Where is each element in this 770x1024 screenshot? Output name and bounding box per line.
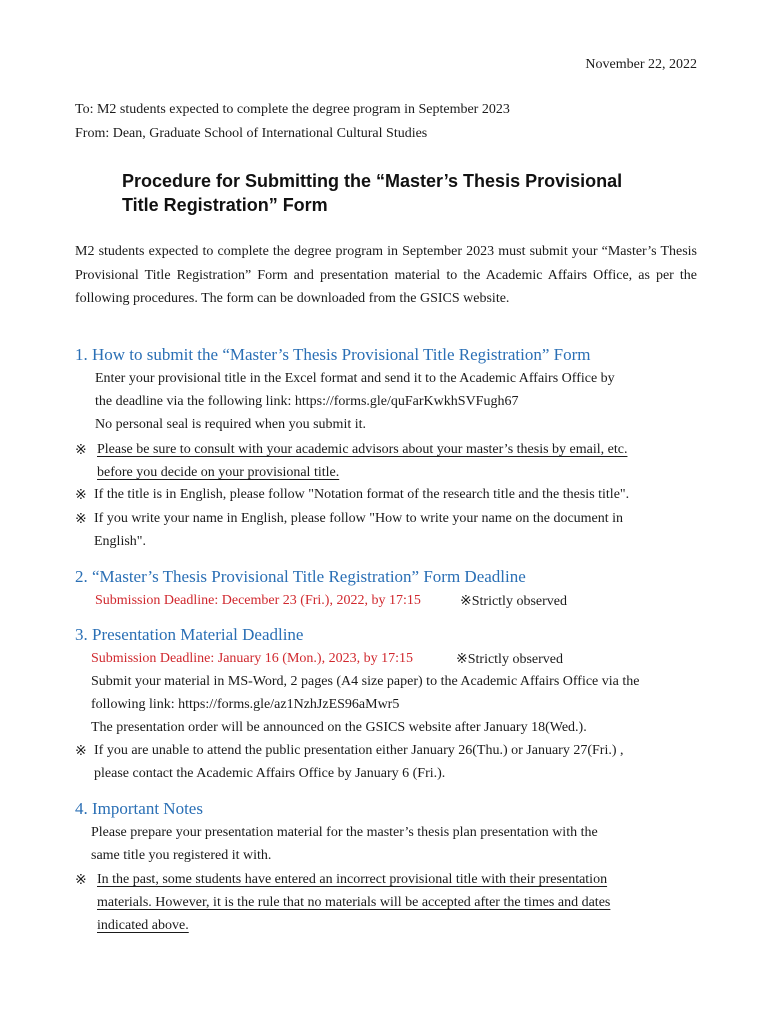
to-line: To: M2 students expected to complete the degree program in September 2023 [75, 102, 510, 117]
section-4-note-b: materials. However, it is the rule that no materials will be accepted after the times and dates [97, 895, 611, 910]
section-3-heading: 3. Presentation Material Deadline [75, 625, 304, 644]
section-2-heading: 2. “Master’s Thesis Provisional Title Registration” Form Deadline [75, 567, 526, 586]
note-mark: ※ [75, 744, 87, 759]
section-3-line-1: Submit your material in MS-Word, 2 pages (A4 size paper) to the Academic Affairs Office via the [91, 674, 640, 689]
section-3-note-a: If you are unable to attend the public presentation either January 26(Thu.) or January 27(Fri.) , [94, 743, 624, 758]
section-4-line-1: Please prepare your presentation material for the master’s thesis plan presentation with the [91, 825, 598, 840]
section-1-line-1: Enter your provisional title in the Excel format and send it to the Academic Affairs Office by [95, 371, 615, 386]
section-1-line-2: the deadline via the following link: https://forms.gle/quFarKwkhSVFugh67 [95, 394, 519, 409]
section-1-note-1b: before you decide on your provisional title. [97, 465, 340, 480]
intro-paragraph: M2 students expected to complete the degree program in September 2023 must submit your “Master’s Thesis Provisional Title Registration” Form and presentation material to the Academic Affairs Office, as per the following procedures. The form can be downloaded from the GSICS website. [75, 244, 697, 306]
section-4-note-a: In the past, some students have entered an incorrect provisional title with their presentation [97, 872, 608, 887]
section-2-deadline: Submission Deadline: December 23 (Fri.), 2022, by 17:15 [95, 593, 421, 608]
section-4-line-2: same title you registered it with. [91, 848, 272, 863]
section-3-strict-note: ※Strictly observed [456, 652, 563, 667]
note-mark: ※ [75, 488, 87, 503]
section-1-note-3a: If you write your name in English, please follow "How to write your name on the document in [94, 511, 624, 526]
section-4-heading: 4. Important Notes [75, 799, 203, 818]
title-line-2: Title Registration” Form [122, 195, 328, 215]
section-3-line-3: The presentation order will be announced on the GSICS website after January 18(Wed.). [91, 720, 587, 735]
title-line-1: Procedure for Submitting the “Master’s Thesis Provisional [122, 171, 623, 191]
section-1-line-3: No personal seal is required when you submit it. [95, 417, 367, 432]
section-3-note-b: please contact the Academic Affairs Office by January 6 (Fri.). [94, 766, 446, 781]
section-1-note-1a: Please be sure to consult with your academic advisors about your master’s thesis by email, etc. [97, 442, 628, 457]
note-mark: ※ [75, 873, 87, 888]
from-line: From: Dean, Graduate School of International Cultural Studies [75, 126, 428, 141]
section-4-note-c: indicated above. [97, 918, 189, 933]
note-mark: ※ [75, 512, 87, 527]
section-1-heading: 1. How to submit the “Master’s Thesis Provisional Title Registration” Form [75, 345, 591, 364]
section-3-line-2: following link: https://forms.gle/az1NzhJzES96aMwr5 [91, 697, 400, 712]
section-2-strict-note: ※Strictly observed [460, 594, 567, 609]
document-title [122, 169, 682, 217]
section-3-deadline: Submission Deadline: January 16 (Mon.), 2023, by 17:15 [91, 651, 413, 666]
document-date: November 22, 2022 [585, 57, 697, 72]
note-mark: ※ [75, 443, 87, 458]
section-1-note-2: If the title is in English, please follow "Notation format of the research title and the thesis title". [94, 487, 630, 502]
section-1-note-3b: English". [94, 534, 146, 549]
